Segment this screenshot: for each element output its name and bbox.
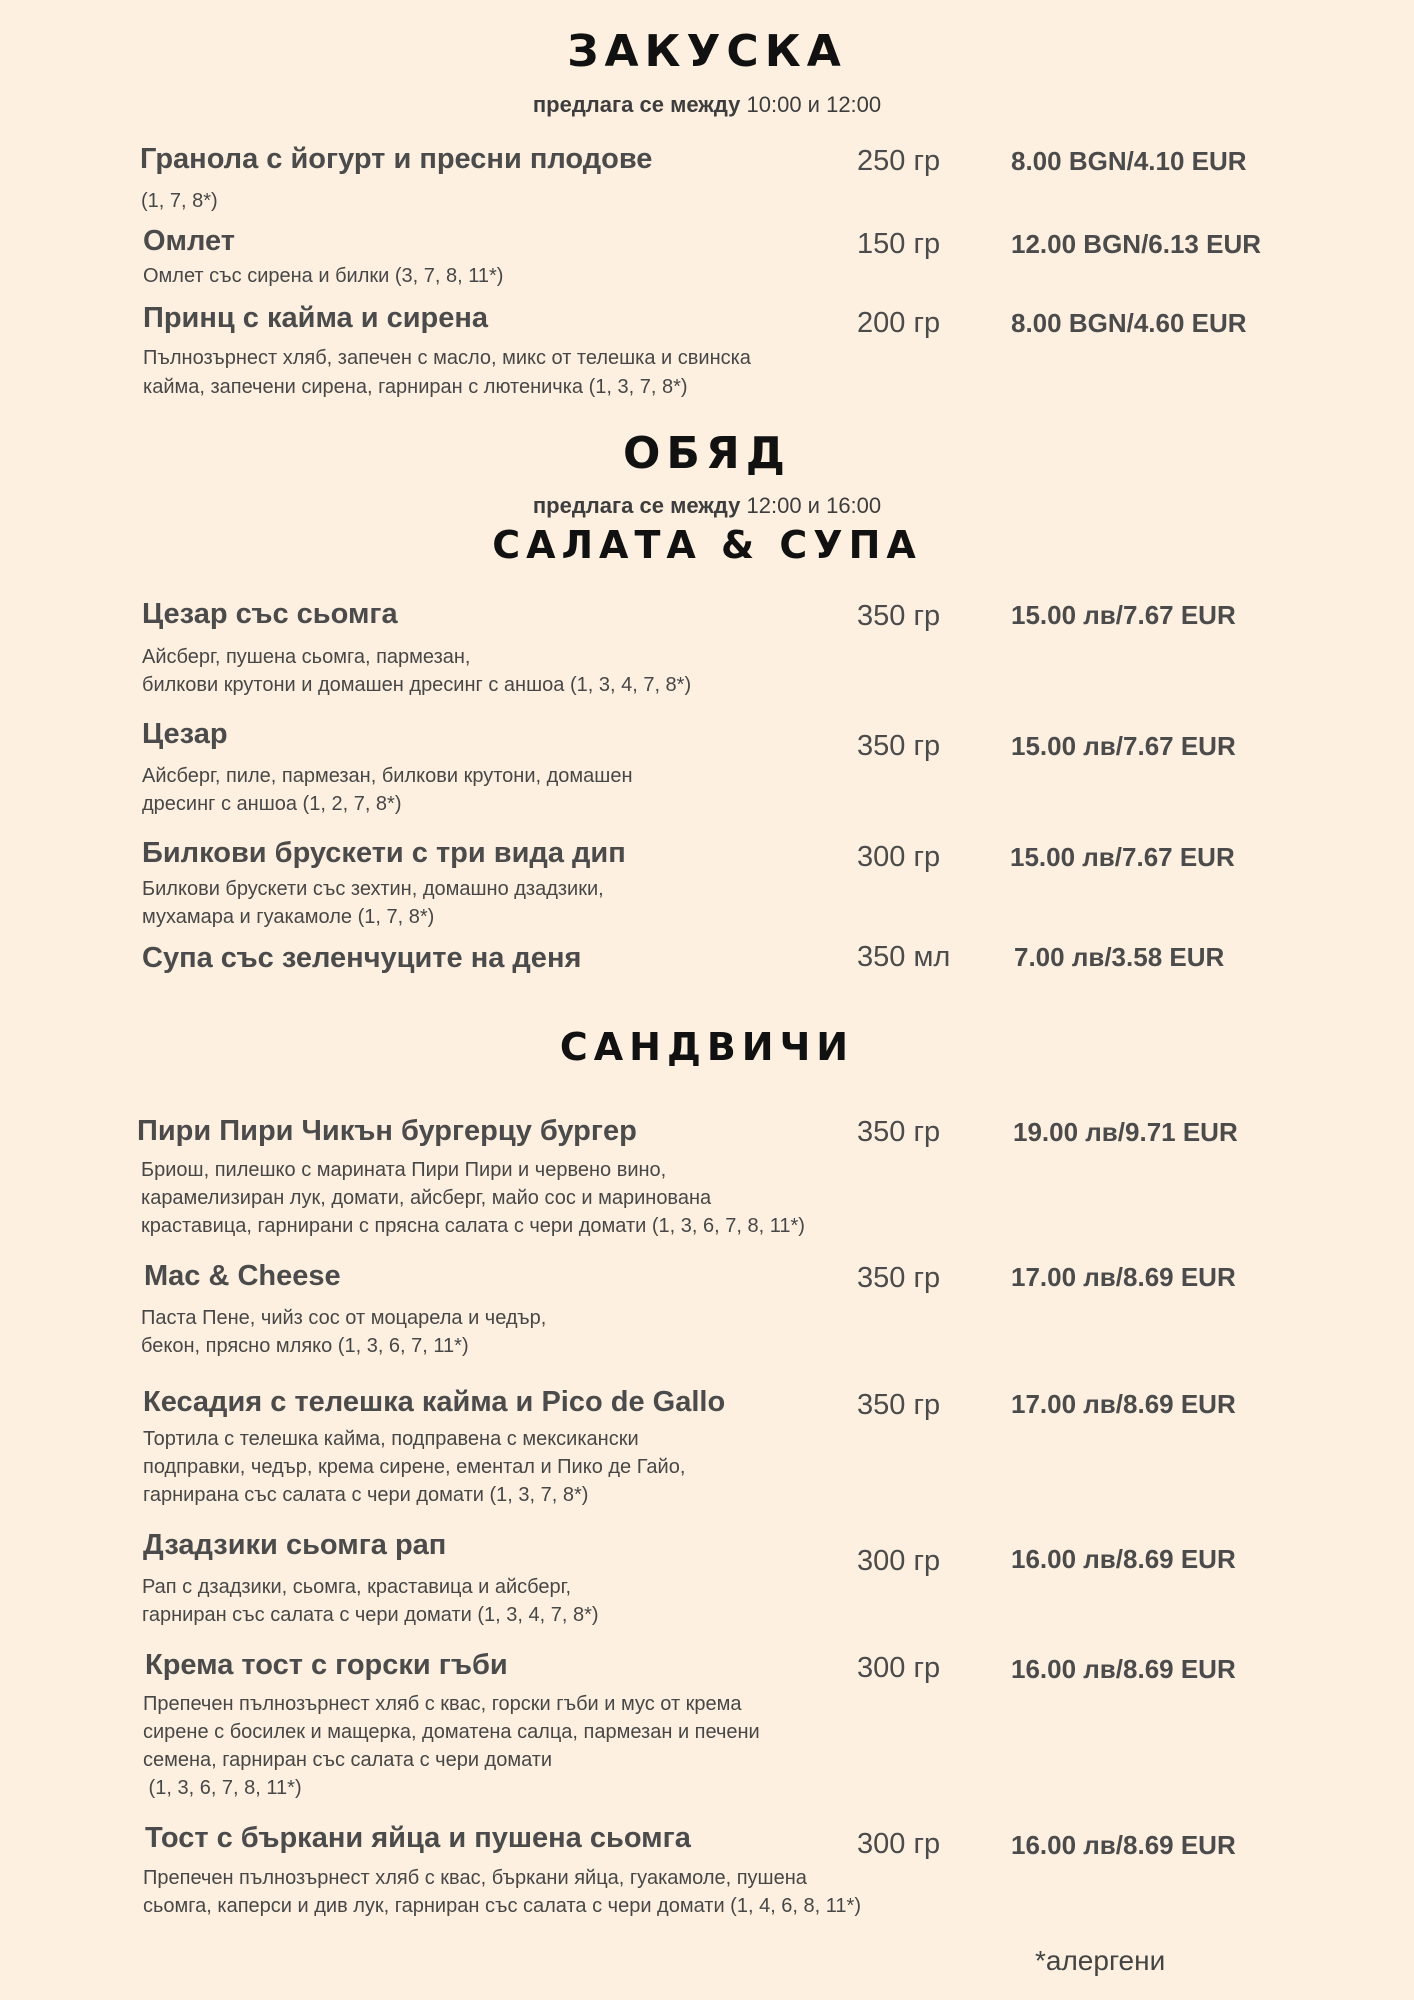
item-desc: Айсберг, пушена сьомга, пармезан, xyxy=(142,646,471,668)
item-desc: бекон, прясно мляко (1, 3, 6, 7, 11*) xyxy=(141,1335,469,1357)
item-name: Цезар със сьомга xyxy=(142,598,398,630)
item-price: 12.00 BGN/6.13 EUR xyxy=(1011,229,1262,259)
item-desc: Билкови брускети със зехтин, домашно дзадзики, xyxy=(142,878,604,900)
item-weight: 300 гр xyxy=(857,1652,941,1684)
item-weight: 350 гр xyxy=(857,730,941,762)
item-desc: Пълнозърнест хляб, запечен с масло, микс от телешка и свинска xyxy=(143,347,751,369)
item-desc: Паста Пене, чийз сос от моцарела и чедър, xyxy=(141,1307,547,1329)
item-desc: краставица, гарнирани с прясна салата с чери домати (1, 3, 6, 7, 8, 11*) xyxy=(141,1215,805,1237)
item-weight: 300 гр xyxy=(857,1828,941,1860)
item-desc: Рап с дзадзики, сьомга, краставица и айсберг, xyxy=(142,1576,572,1598)
item-name: Цезар xyxy=(142,718,228,750)
item-desc: сьомга, каперси и див лук, гарниран със салата с чери домати (1, 4, 6, 8, 11*) xyxy=(143,1895,861,1917)
item-desc: дресинг с аншоа (1, 2, 7, 8*) xyxy=(142,793,402,815)
item-weight: 350 гр xyxy=(857,600,941,632)
item-price: 15.00 лв/7.67 EUR xyxy=(1010,842,1235,872)
item-weight: 200 гр xyxy=(857,307,941,339)
item-price: 15.00 лв/7.67 EUR xyxy=(1011,731,1236,761)
item-name: Принц с кайма и сирена xyxy=(143,302,489,334)
item-desc: карамелизиран лук, домати, айсберг, майо сос и маринована xyxy=(141,1187,712,1209)
item-desc: семена, гарниран със салата с чери домати xyxy=(143,1749,553,1771)
item-price: 16.00 лв/8.69 EUR xyxy=(1011,1830,1236,1860)
item-price: 8.00 BGN/4.10 EUR xyxy=(1011,146,1247,176)
item-desc: Препечен пълнозърнест хляб с квас, горски гъби и мус от крема xyxy=(143,1693,742,1715)
item-desc: Препечен пълнозърнест хляб с квас, бъркани яйца, гуакамоле, пушена xyxy=(143,1867,807,1889)
item-name: Дзадзики сьомга рап xyxy=(143,1529,447,1561)
breakfast-title: ЗАКУСКА xyxy=(567,26,847,77)
item-name: Пири Пири Чикън бургерцу бургер xyxy=(137,1115,637,1147)
item-desc: (1, 3, 6, 7, 8, 11*) xyxy=(143,1777,302,1799)
item-price: 7.00 лв/3.58 EUR xyxy=(1014,942,1225,972)
lunch-title: ОБЯД xyxy=(622,428,791,479)
item-desc: мухамара и гуакамоле (1, 7, 8*) xyxy=(142,906,435,928)
item-weight: 350 гр xyxy=(857,1116,941,1148)
item-price: 16.00 лв/8.69 EUR xyxy=(1011,1654,1236,1684)
item-weight: 300 гр xyxy=(857,841,941,873)
lunch-hours: предлага се между 12:00 и 16:00 xyxy=(532,493,882,518)
item-price: 19.00 лв/9.71 EUR xyxy=(1013,1117,1238,1147)
item-name: Супа със зеленчуците на деня xyxy=(142,942,582,974)
salads-title: САЛАТА & СУПА xyxy=(492,523,922,567)
item-name: Омлет xyxy=(143,225,235,257)
item-weight: 300 гр xyxy=(857,1545,941,1577)
item-desc: кайма, запечени сирена, гарниран с лютеничка (1, 3, 7, 8*) xyxy=(143,376,688,398)
item-weight: 350 гр xyxy=(857,1262,941,1294)
item-desc: гарниран със салата с чери домати (1, 3, 4, 7, 8*) xyxy=(142,1604,599,1626)
item-weight: 250 гр xyxy=(857,145,941,177)
item-price: 8.00 BGN/4.60 EUR xyxy=(1011,308,1247,338)
item-name: Гранола с йогурт и пресни плодове xyxy=(140,143,653,175)
breakfast-hours: предлага се между 10:00 и 12:00 xyxy=(532,92,882,117)
item-name: Билкови брускети с три вида дип xyxy=(142,837,626,869)
item-desc: Омлет със сирена и билки (3, 7, 8, 11*) xyxy=(143,265,504,287)
item-desc: билкови крутони и домашен дресинг с аншоа (1, 3, 4, 7, 8*) xyxy=(142,674,692,696)
item-weight: 350 мл xyxy=(857,941,951,973)
item-name: Кесадия с телешка кайма и Pico de Gallo xyxy=(143,1386,726,1418)
item-name: Крема тост с горски гъби xyxy=(145,1649,508,1681)
item-name: Тост с бъркани яйца и пушена сьомга xyxy=(145,1822,691,1854)
sandwiches-title: САНДВИЧИ xyxy=(559,1025,855,1069)
item-desc: Айсберг, пиле, пармезан, билкови крутони, домашен xyxy=(142,765,633,787)
item-name: Mac & Cheese xyxy=(144,1260,341,1292)
item-price: 16.00 лв/8.69 EUR xyxy=(1011,1544,1236,1574)
item-price: 15.00 лв/7.67 EUR xyxy=(1011,600,1236,630)
item-desc: Тортила с телешка кайма, подправена с мексикански xyxy=(143,1428,639,1450)
item-desc: (1, 7, 8*) xyxy=(141,190,218,212)
item-weight: 350 гр xyxy=(857,1389,941,1421)
item-desc: гарнирана със салата с чери домати (1, 3, 7, 8*) xyxy=(143,1484,589,1506)
item-desc: подправки, чедър, крема сирене, ементал и Пико де Гайо, xyxy=(143,1456,686,1478)
item-price: 17.00 лв/8.69 EUR xyxy=(1011,1262,1236,1292)
item-desc: сирене с босилек и мащерка, доматена салца, пармезан и печени xyxy=(143,1721,760,1743)
allergens-note: *алергени xyxy=(1035,1945,1166,1976)
item-desc: Бриош, пилешко с марината Пири Пири и червено вино, xyxy=(141,1159,667,1181)
item-weight: 150 гр xyxy=(857,228,941,260)
item-price: 17.00 лв/8.69 EUR xyxy=(1011,1389,1236,1419)
